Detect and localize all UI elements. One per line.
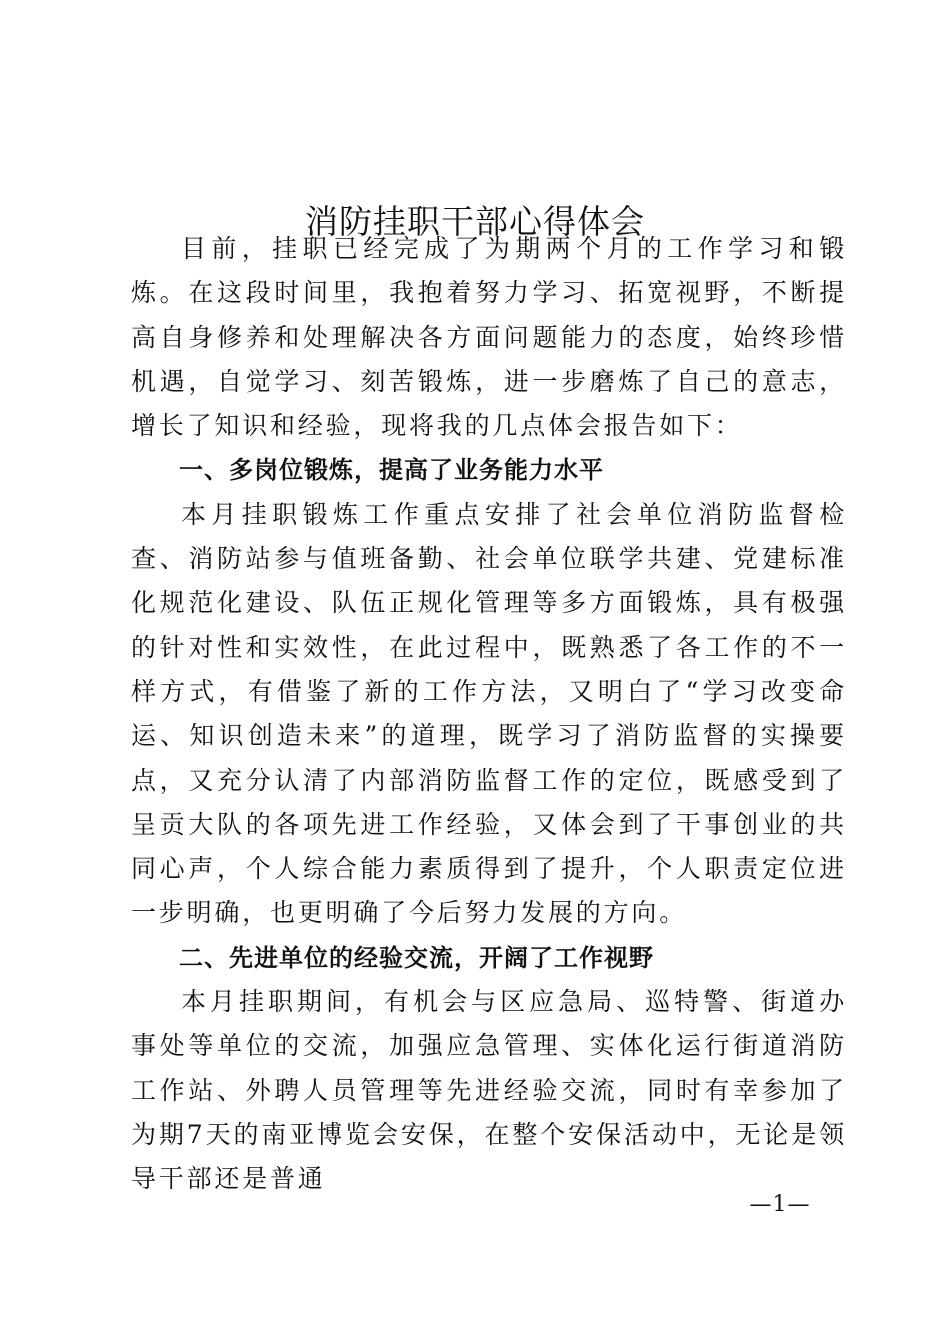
section-heading-1: 一、多岗位锻炼，提高了业务能力水平 [179,456,604,485]
intro-paragraph: 目前，挂职已经完成了为期两个月的工作学习和锻炼。在这段时间里，我抱着努力学习、拓宽视野，不断提高自身修养和处理解决各方面问题能力的态度，始终珍惜机遇，自觉学习、刻苦锻炼，进一步磨炼了自己的意志，增长了知识和经验，现将我的几点体会报告如下： [131,234,847,441]
document-body [131,227,847,1202]
section-heading-2: 二、先进单位的经验交流，开阔了工作视野 [179,943,654,972]
page-number: —1— [749,1192,811,1217]
document-title: 消防挂职干部心得体会 [305,202,645,242]
section-paragraph-1: 本月挂职锻炼工作重点安排了社会单位消防监督检查、消防站参与值班备勤、社会单位联学共建、党建标准化规范化建设、队伍正规化管理等多方面锻炼，具有极强的针对性和实效性，在此过程中，既熟悉了各工作的不一样方式，有借鉴了新的工作方法，又明白了“学习改变命运、知识创造未来”的道理，既学习了消防监督的实操要点，又充分认清了内部消防监督工作的定位，既感受到了呈贡大队的各项先进工作经验，又体会到了干事创业的共同心声，个人综合能力素质得到了提升，个人职责定位进一步明确，也更明确了今后努力发展的方向。 [131,499,847,928]
section-paragraph-2: 本月挂职期间，有机会与区应急局、巡特警、街道办事处等单位的交流，加强应急管理、实体化运行街道消防工作站、外聘人员管理等先进经验交流，同时有幸参加了为期7天的南亚博览会安保，在整个安保活动中，无论是领导干部还是普通 [131,987,847,1194]
